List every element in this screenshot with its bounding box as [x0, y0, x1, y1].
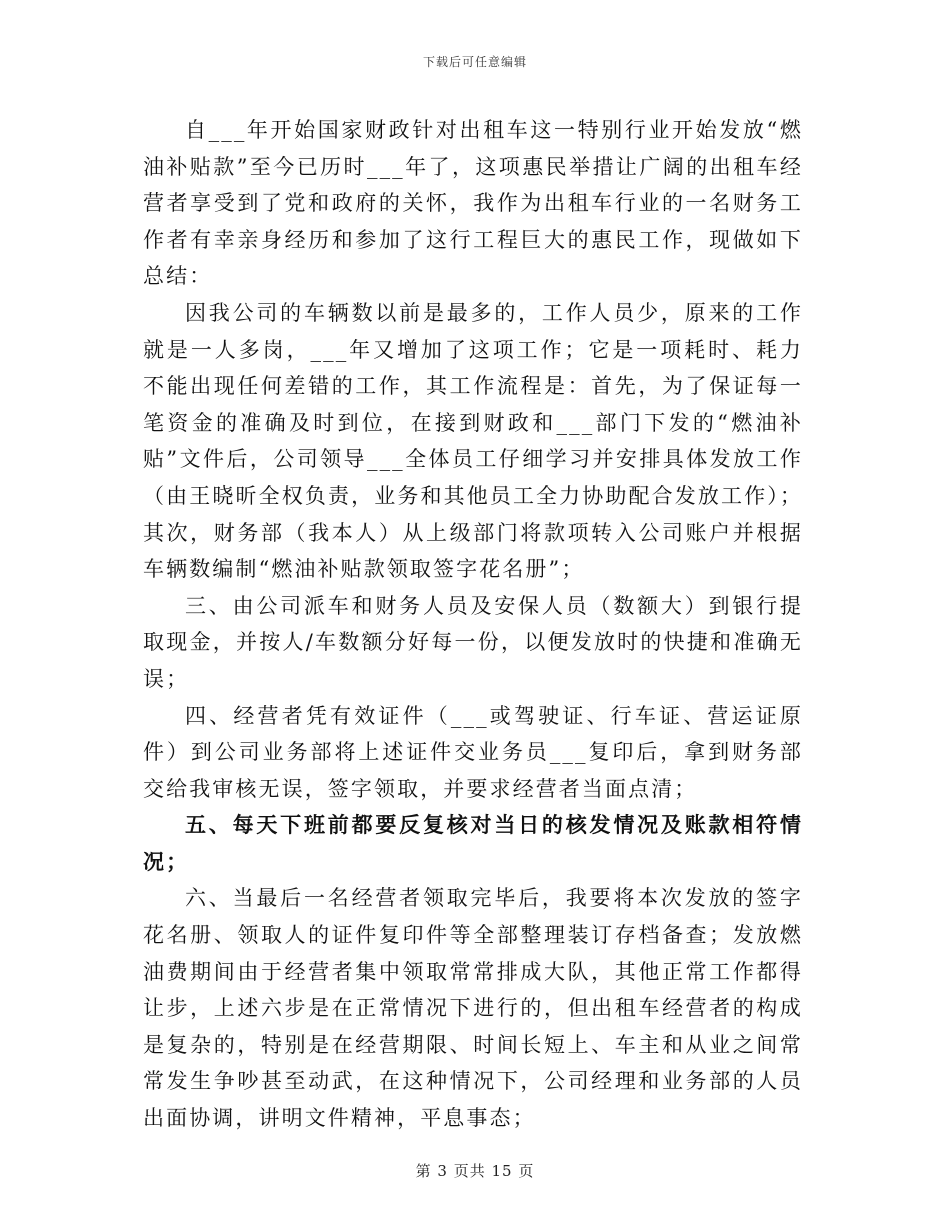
paragraph-step-4: 四、经营者凭有效证件（___或驾驶证、行车证、营运证原件）到公司业务部将上述证件交业务员___复印后，拿到财务部交给我审核无误，签字领取，并要求经营者当面点清；	[143, 703, 803, 801]
paragraph-step-5: 五、每天下班前都要反复核对当日的核发情况及账款相符情况；	[143, 812, 803, 874]
paragraph-workflow: 因我公司的车辆数以前是最多的，工作人员少，原来的工作就是一人多岗，___年又增加了这项工作；它是一项耗时、耗力不能出现任何差错的工作，其工作流程是：首先，为了保证每一笔资金的准确及时到位，在接到财政和___部门下发的“燃油补贴”文件后，公司领导___全体员工仔细学习并安排具体发放工作（由王晓昕全权负责，业务和其他员工全力协助配合发放工作）；其次，财务部（我本人）从上级部门将款项转入公司账户并根据车辆数编制“燃油补贴款领取签字花名册”；	[143, 300, 803, 582]
page-number: 第 3 页共 15 页	[415, 1162, 535, 1180]
paragraph-intro: 自___年开始国家财政针对出租车这一特别行业开始发放“燃油补贴款”至今已历时___年了，这项惠民举措让广阔的出租车经营者享受到了党和政府的关怀，我作为出租车行业的一名财务工作者有幸亲身经历和参加了这行工程巨大的惠民工作，现做如下总结：	[143, 118, 803, 289]
paragraph-step-3: 三、由公司派车和财务人员及安保人员（数额大）到银行提取现金，并按人/车数额分好每一份，以便发放时的快捷和准确无误；	[143, 593, 803, 691]
paragraph-step-6: 六、当最后一名经营者领取完毕后，我要将本次发放的签字花名册、领取人的证件复印件等全部整理装订存档备查；发放燃油费期间由于经营者集中领取常常排成大队，其他正常工作都得让步，上述六步是在正常情况下进行的，但出租车经营者的构成是复杂的，特别是在经营期限、时间长短上、车主和从业之间常常发生争吵甚至动武，在这种情况下，公司经理和业务部的人员出面协调，讲明文件精神，平息事态；	[143, 886, 803, 1131]
page-header-note: 下载后可任意编辑	[422, 55, 527, 69]
document-body	[143, 112, 803, 1137]
